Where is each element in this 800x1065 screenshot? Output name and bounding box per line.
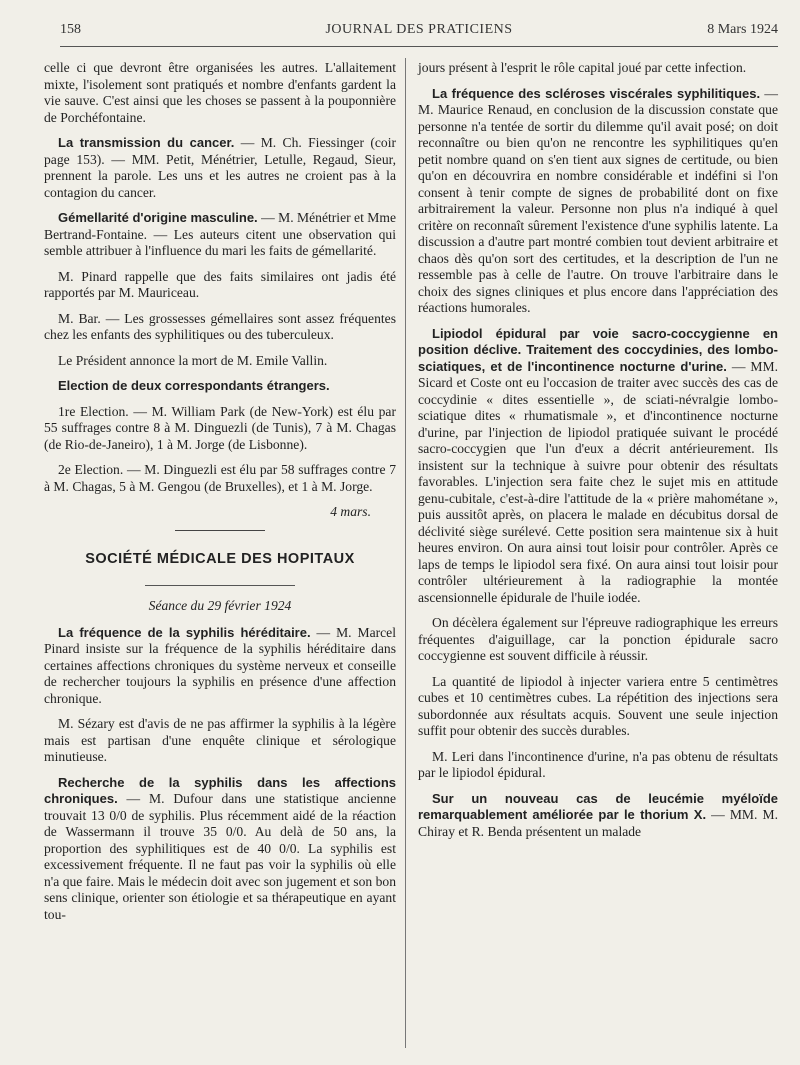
column-divider (405, 58, 406, 1048)
paragraph: Gémellarité d'origine masculine. — M. Ménétrier et Mme Bertrand-Fontaine. — Les auteurs citent une observation qui semble attribuer à l'influence du mari les faits de gémellarité. (44, 210, 396, 258)
page-header (60, 22, 778, 42)
header-rule (60, 46, 778, 47)
section-title: La transmission du cancer. (58, 135, 235, 150)
issue-date: 8 Mars 1924 (707, 22, 778, 37)
section-title: Lipiodol épidural par voie sacro-coccygienne en position déclive. Traitement des coccydinies, des lombo-sciatiques, et de l'incontinence nocturne d'urine. (418, 325, 778, 374)
section-title: La fréquence des scléroses viscérales syphilitiques. (432, 85, 761, 101)
paragraph: M. Bar. — Les grossesses gémellaires sont assez fréquentes chez les enfants des syphilitiques ou des tuberculeux. (44, 310, 396, 342)
paragraph: On décèlera également sur l'épreuve radiographique les erreurs fréquentes d'aiguillage, car la ponction épidurale sacro coccygienne est souvent difficile à réussir. (418, 615, 778, 663)
left-column (44, 60, 396, 932)
section-title: Sur un nouveau cas de leucémie myéloïde remarquablement améliorée par le thorium X. (418, 790, 778, 822)
paragraph: Le Président annonce la mort de M. Emile Vallin. (58, 352, 328, 368)
paragraph: Lipiodol épidural par voie sacro-coccygienne en position déclive. Traitement des coccydinies, des lombo-sciatiques, et de l'incontinence nocturne d'urine. — MM. Sicard et Coste ont eu l'occasion de traiter avec succès des cas de coccydinie « dites essentielle », de sciati-névralgie lombo-sciatique dites « rhumatismale », et d'incontinence nocturne d'urine, par l'injection de lipiodol pratiquée suivant le procédé sacro-coccygien que l'un d'eux a décrit antérieurement. Ils insistent sur la technique à suivre pour obtenir des résultats favorables. L'injection sera faite chez le sujet mis en attitude genu-cubitale, c'est-à-dire l'attitude de la « prière mahométane », puis aussitôt après, on placera le malade en décubitus dorsal de déclivité siège surélevé. Cette position sera maintenue six à huit heures environ. On aura ainsi tout loisir pour contrôler. Après ce laps de temps le lipiodol sera fixé. On aura ainsi tout loisir pour contrôler ultérieurement à la radiographie la montée ascensionnelle épidurale de l'huile iodée. (418, 325, 779, 605)
paragraph: La quantité de lipiodol à injecter variera entre 5 centimètres cubes et 10 centimètres cubes. La répétition des injections sera subordonnée aux résultats acquis. Souvent une seule injection suffit pour obtenir des succès durables. (418, 673, 778, 738)
page-number: 158 (60, 22, 81, 37)
paragraph: M. Pinard rappelle que des faits similaires ont jadis été rapportés par M. Mauriceau. (44, 268, 396, 300)
section-title: Recherche de la syphilis dans les affections chroniques. (44, 774, 396, 806)
society-heading: SOCIÉTÉ MÉDICALE DES HOPITAUX (85, 550, 355, 567)
date-signature: 4 mars. (330, 504, 371, 519)
paragraph: Recherche de la syphilis dans les affections chroniques. — M. Dufour dans une statistique ancienne trouvait 13 0/0 de syphilis. Plus récemment aidé de la réaction de Wassermann il trouve 35 0/0. Au delà de 50 ans, la proportion des syphilitiques est de 40 0/0. La syphilis est excessivement fréquente. Il ne faut pas voir la syphilis où elle n'a que faire. Mais le médecin doit avec son jugement et son bon sens clinique, orienter son étiologie et sa thérapeutique en ayant tou- (44, 774, 396, 922)
paragraph: La transmission du cancer. — M. Ch. Fiessinger (coir page 153). — MM. Petit, Ménétrier, Letulle, Regaud, Sieur, prennent la parole. Les uns et les autres ne croient pas à la contagion du cancer. (44, 135, 396, 200)
paragraph: jours présent à l'esprit le rôle capital joué par cette infection. (418, 60, 747, 75)
paragraph: 2e Election. — M. Dinguezli est élu par 58 suffrages contre 7 à M. Chagas, 5 à M. Gengou (de Bruxelles), et 1 à M. Jorge. (44, 462, 396, 494)
paragraph: Sur un nouveau cas de leucémie myéloïde remarquablement améliorée par le thorium X. — MM. M. Chiray et R. Benda présentent un malade (418, 790, 778, 839)
separator-rule (175, 530, 265, 531)
paragraph: celle ci que devront être organisées les autres. L'allaitement mixte, l'isolement sont pratiqués et nombre d'enfants gardent la vie sauve. C'est ainsi que les choses se passent à la pouponnière de Porchéfontaine. (44, 60, 396, 125)
paragraph (44, 378, 396, 395)
paragraph: M. Leri dans l'incontinence d'urine, n'a pas obtenu de résultats par le lipiodol épidural. (418, 748, 778, 780)
journal-title: JOURNAL DES PRATICIENS (325, 22, 513, 37)
right-column (418, 60, 778, 849)
paragraph: La fréquence des scléroses viscérales syphilitiques. — M. Maurice Renaud, en conclusion de la discussion constate que personne n'a tentée de sortir du dilemme qu'il avait posé; on doit reconnaître ou bien qu'on ne rencontre les syphilitiques qu'en petit nombre quand on s'en tient aux signes de certitude, ou bien qu'on en découvrira en nombre considérable et indéfini si l'on consent à tenir compte de signes de probabilité dont on fixe arbitrairement la valeur. Personne non plus n'a indiqué à quel critère on reconnaît sûrement l'existence d'une syphilis latente. La discussion a d'autre part montré combien tout devient arbitraire et chaos dès qu'on sort des certitudes, et la description de l'un ne ressemble pas à celle de l'autre. On trouve l'arbitraire dans le choix des signes cliniques et plus encore dans l'appréciation des réactions humorales. (418, 85, 778, 315)
section-title: Gémellarité d'origine masculine. (58, 210, 258, 225)
paragraph: 1re Election. — M. William Park (de New-York) est élu par 55 suffrages contre 8 à M. Dinguezli (de Tunis), 7 à M. Chagas (de Rio-de-Janeiro), 1 à M. Jorge (de Lisbonne). (44, 403, 396, 452)
section-title: Election de deux correspondants étrangers. (58, 378, 330, 393)
paragraph: M. Sézary est d'avis de ne pas affirmer la syphilis à la légère mais est partisan d'une enquête clinique et sérologique minutieuse. (44, 716, 396, 764)
separator-rule (145, 585, 295, 586)
section-title: La fréquence de la syphilis héréditaire. (58, 624, 311, 640)
session-date: Séance du 29 février 1924 (148, 598, 292, 613)
paragraph: La fréquence de la syphilis héréditaire. — M. Marcel Pinard insiste sur la fréquence de la syphilis héréditaire dans certaines affections chroniques du système nerveux et conseille de rechercher toujours la syphilis en présence d'une affection chronique. (44, 624, 396, 706)
